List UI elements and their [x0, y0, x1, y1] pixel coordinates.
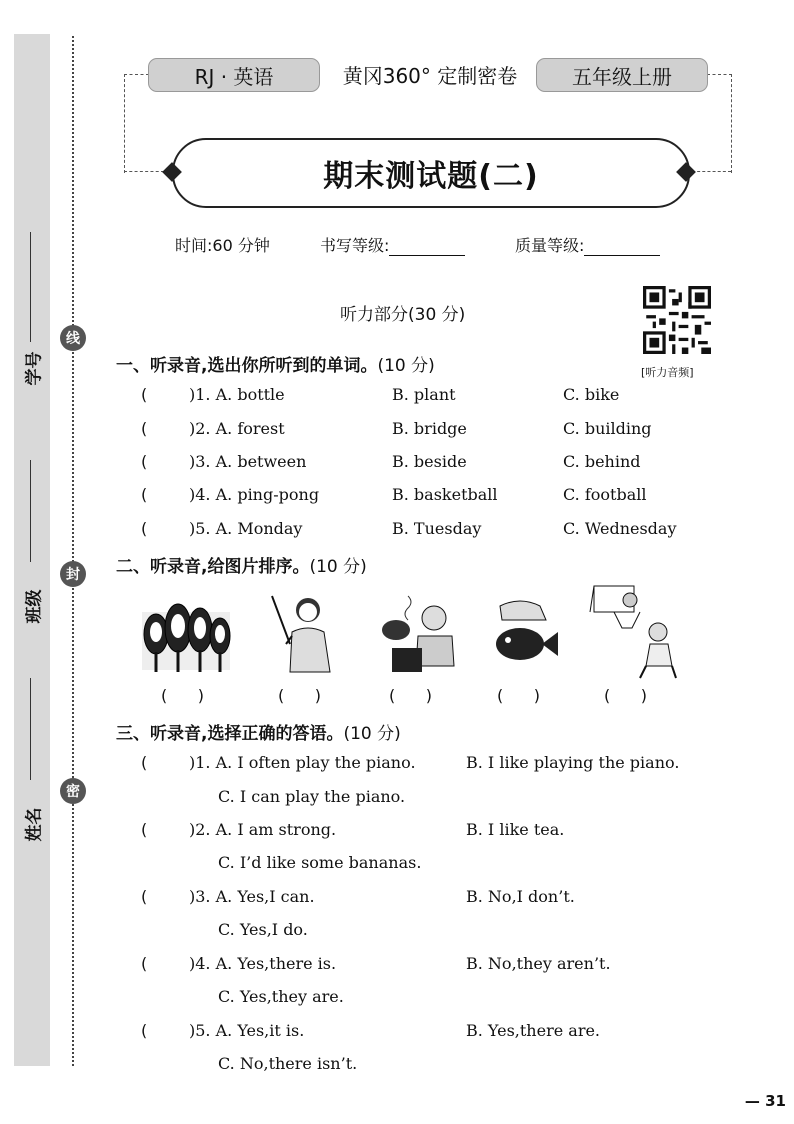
s3-q1-option-b: B. I like playing the piano. — [466, 753, 680, 772]
s3-q1-option-a: )1. A. I often play the piano. — [189, 753, 416, 772]
s3-q3-option-b: B. No,I don’t. — [466, 887, 575, 906]
seal-dense-mark: 密 — [60, 778, 86, 804]
s3-q3-option-a: )3. A. Yes,I can. — [189, 887, 315, 906]
section1-title: 一、听录音,选出你所听到的单词。 — [116, 356, 378, 376]
binding-strip — [14, 34, 50, 1066]
teacher-picture — [268, 592, 340, 678]
listening-heading: 听力部分(30 分) — [340, 305, 466, 325]
quality-grade — [515, 233, 660, 256]
header-bracket-right — [707, 74, 732, 173]
writing-grade — [320, 233, 465, 256]
section3-heading — [116, 719, 401, 744]
s1-q5-option-a: )5. A. Monday — [189, 519, 303, 538]
section1-heading — [116, 351, 435, 376]
header-bracket-left — [124, 74, 149, 173]
grade-tag: 五年级上册 — [536, 58, 708, 92]
s3-q3-option-c: C. Yes,I do. — [218, 920, 308, 939]
exam-time: 时间:60 分钟 — [175, 236, 270, 255]
s1-q3-option-c: C. behind — [563, 452, 641, 471]
s3-q5-answer-paren[interactable]: ( — [141, 1021, 148, 1040]
s3-q4-option-a: )4. A. Yes,there is. — [189, 954, 337, 973]
s1-q1-option-c: C. bike — [563, 385, 620, 404]
s3-q2-option-a: )2. A. I am strong. — [189, 820, 337, 839]
qr-code-icon[interactable] — [643, 286, 711, 354]
section2-title: 二、听录音,给图片排序。 — [116, 557, 310, 577]
s3-q4-option-b: B. No,they aren’t. — [466, 954, 611, 973]
section3-score: (10 分) — [343, 724, 401, 744]
s2-answer-2[interactable]: ( ) — [278, 686, 321, 705]
student-id-label: 学号 — [24, 351, 45, 386]
s1-q5-option-b: B. Tuesday — [392, 519, 482, 538]
s2-answer-4[interactable]: ( ) — [497, 686, 540, 705]
s1-q2-option-a: )2. A. forest — [189, 419, 285, 438]
class-line — [30, 460, 31, 562]
quality-grade-blank[interactable] — [584, 238, 660, 256]
s1-q4-option-c: C. football — [563, 485, 647, 504]
s1-q3-answer-paren[interactable]: ( — [141, 452, 148, 471]
s3-q3-answer-paren[interactable]: ( — [141, 887, 148, 906]
name-label: 姓名 — [24, 807, 45, 842]
title-dash-right — [692, 171, 731, 172]
forest-picture — [140, 592, 232, 678]
s1-q4-answer-paren[interactable]: ( — [141, 485, 148, 504]
s1-q3-option-b: B. beside — [392, 452, 467, 471]
s1-q5-option-c: C. Wednesday — [563, 519, 677, 538]
exam-title: 期末测试题(二) — [172, 138, 690, 208]
s1-q4-option-b: B. basketball — [392, 485, 498, 504]
s3-q1-answer-paren[interactable]: ( — [141, 753, 148, 772]
seal-seal-mark: 封 — [60, 561, 86, 587]
s3-q2-answer-paren[interactable]: ( — [141, 820, 148, 839]
s3-q4-answer-paren[interactable]: ( — [141, 954, 148, 973]
quality-grade-label: 质量等级: — [515, 236, 585, 255]
seal-line-mark: 线 — [60, 325, 86, 351]
s1-q5-answer-paren[interactable]: ( — [141, 519, 148, 538]
page-number: — 31 — [744, 1092, 786, 1110]
s3-q5-option-a: )5. A. Yes,it is. — [189, 1021, 305, 1040]
s1-q1-answer-paren[interactable]: ( — [141, 385, 148, 404]
section1-score: (10 分) — [377, 356, 435, 376]
s3-q2-option-b: B. I like tea. — [466, 820, 565, 839]
s2-answer-1[interactable]: ( ) — [161, 686, 204, 705]
name-line — [30, 678, 31, 780]
qr-caption: [听力音频] — [641, 366, 694, 379]
fish-picture — [490, 592, 562, 678]
section3-title: 三、听录音,选择正确的答语。 — [116, 724, 344, 744]
s1-q2-option-c: C. building — [563, 419, 652, 438]
s1-q3-option-a: )3. A. between — [189, 452, 307, 471]
section2-score: (10 分) — [309, 557, 367, 577]
s1-q1-option-a: )1. A. bottle — [189, 385, 285, 404]
cook-picture — [378, 592, 462, 678]
class-label: 班级 — [24, 589, 45, 624]
s3-q4-option-c: C. Yes,they are. — [218, 987, 344, 1006]
s3-q5-option-c: C. No,there isn’t. — [218, 1054, 358, 1073]
s2-answer-5[interactable]: ( ) — [604, 686, 647, 705]
section2-heading — [116, 552, 367, 577]
basketball-picture — [588, 582, 680, 682]
s3-q5-option-b: B. Yes,there are. — [466, 1021, 601, 1040]
s1-q2-answer-paren[interactable]: ( — [141, 419, 148, 438]
title-dash-left — [124, 171, 164, 172]
brand-title: 黄冈360° 定制密卷 — [342, 64, 518, 88]
student-id-line — [30, 232, 31, 342]
s2-answer-3[interactable]: ( ) — [389, 686, 432, 705]
writing-grade-blank[interactable] — [389, 238, 465, 256]
s1-q4-option-a: )4. A. ping-pong — [189, 485, 320, 504]
s3-q2-option-c: C. I’d like some bananas. — [218, 853, 422, 872]
s1-q2-option-b: B. bridge — [392, 419, 467, 438]
s1-q1-option-b: B. plant — [392, 385, 456, 404]
subject-tag: RJ · 英语 — [148, 58, 320, 92]
s3-q1-option-c: C. I can play the piano. — [218, 787, 406, 806]
binding-dotted-line — [72, 36, 74, 1066]
writing-grade-label: 书写等级: — [320, 236, 390, 255]
